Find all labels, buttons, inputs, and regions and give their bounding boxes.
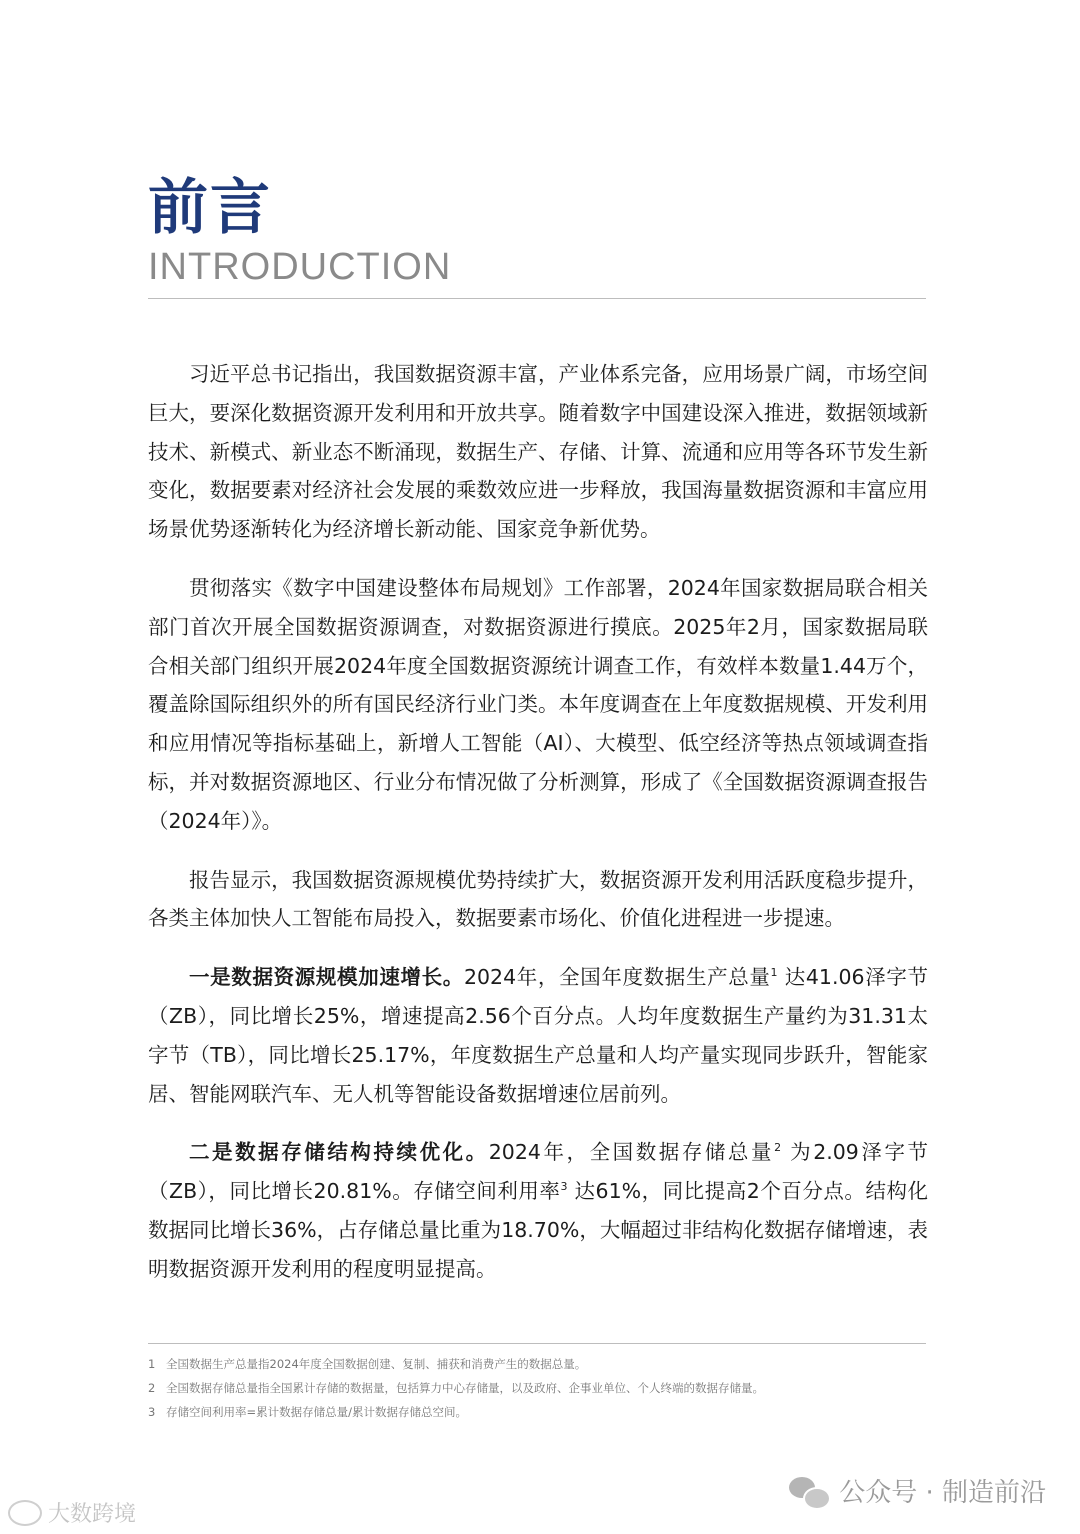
source-watermark-text: 大数跨境	[48, 1502, 137, 1527]
body-text	[148, 355, 928, 1309]
footnotes	[148, 1352, 928, 1424]
paragraph-5-text-b: 为2.09泽字节（ZB），同比增长20.81%。存储空间利用率	[148, 1140, 929, 1204]
footnote-number: 3	[148, 1405, 156, 1419]
footnote-ref-3: 3	[560, 1180, 568, 1194]
footnote-divider	[148, 1343, 926, 1344]
paragraph-4-text-b: 达41.06泽字节（ZB），同比增长25%，增速提高2.56个百分点。人均年度数据生产量约为31.31太字节（TB），同比增长25.17%，年度数据生产总量和人均产量实现同步跃升，智能家居、智能网联汽车、无人机等智能设备数据增速位居前列。	[148, 965, 928, 1106]
source-watermark	[8, 1497, 136, 1528]
paragraph-3: 报告显示，我国数据资源规模优势持续扩大，数据资源开发利用活跃度稳步提升，各类主体加快人工智能布局投入，数据要素市场化、价值化进程进一步提速。	[148, 867, 928, 931]
paragraph-4-text-a: 2024年，全国年度数据生产总量	[463, 965, 771, 990]
paragraph-5	[148, 1133, 928, 1288]
paragraph-2: 贯彻落实《数字中国建设整体布局规划》工作部署，2024年国家数据局联合相关部门首次开展全国数据资源调查，对数据资源进行摸底。2025年2月，国家数据局联合相关部门组织开展2024年度全国数据资源统计调查工作，有效样本数量1.44万个，覆盖除国际组织外的所有国民经济行业门类。本年度调查在上年度数据规模、开发利用和应用情况等指标基础上，新增人工智能（AI）、大模型、低空经济等热点领域调查指标，并对数据资源地区、行业分布情况做了分析测算，形成了《全国数据资源调查报告（2024年）》。	[148, 575, 928, 833]
paragraph-5-text-c: 达61%，同比提高2个百分点。结构化数据同比增长36%，占存储总量比重为18.70%，大幅超过非结构化数据存储增速，表明数据资源开发利用的程度明显提高。	[148, 1179, 929, 1281]
title-divider	[148, 298, 926, 299]
footnote-number: 1	[148, 1357, 156, 1371]
page-title: 前言	[148, 173, 272, 243]
footnote	[148, 1400, 928, 1424]
footnote-text: 存储空间利用率=累计数据存储总量/累计数据存储总空间。	[166, 1405, 468, 1419]
paragraph-4-lead: 一是数据资源规模加速增长。	[189, 965, 464, 990]
footnote	[148, 1352, 928, 1376]
logo-icon	[8, 1500, 42, 1526]
footnote-text: 全国数据存储总量指全国累计存储的数据量，包括算力中心存储量，以及政府、企事业单位、个人终端的数据存储量。	[166, 1381, 764, 1395]
wechat-watermark-text: 公众号 · 制造前沿	[839, 1478, 1046, 1508]
footnote-ref-2: 2	[774, 1141, 782, 1155]
wechat-icon	[789, 1475, 829, 1507]
paragraph-5-lead: 二是数据存储结构持续优化。	[189, 1140, 489, 1165]
paragraph-5-text-a: 2024年，全国数据存储总量	[488, 1140, 775, 1165]
page-subtitle: INTRODUCTION	[148, 246, 452, 288]
footnote-ref-1: 1	[770, 966, 778, 980]
paragraph-1: 习近平总书记指出，我国数据资源丰富，产业体系完备，应用场景广阔，市场空间巨大，要深化数据资源开发利用和开放共享。随着数字中国建设深入推进，数据领域新技术、新模式、新业态不断涌现，数据生产、存储、计算、流通和应用等各环节发生新变化，数据要素对经济社会发展的乘数效应进一步释放，我国海量数据资源和丰富应用场景优势逐渐转化为经济增长新动能、国家竞争新优势。	[148, 362, 928, 542]
paragraph-4	[148, 958, 928, 1113]
footnote-text: 全国数据生产总量指2024年度全国数据创建、复制、捕获和消费产生的数据总量。	[166, 1357, 587, 1371]
wechat-watermark	[789, 1472, 1046, 1509]
footnote-number: 2	[148, 1381, 156, 1395]
footnote	[148, 1376, 928, 1400]
